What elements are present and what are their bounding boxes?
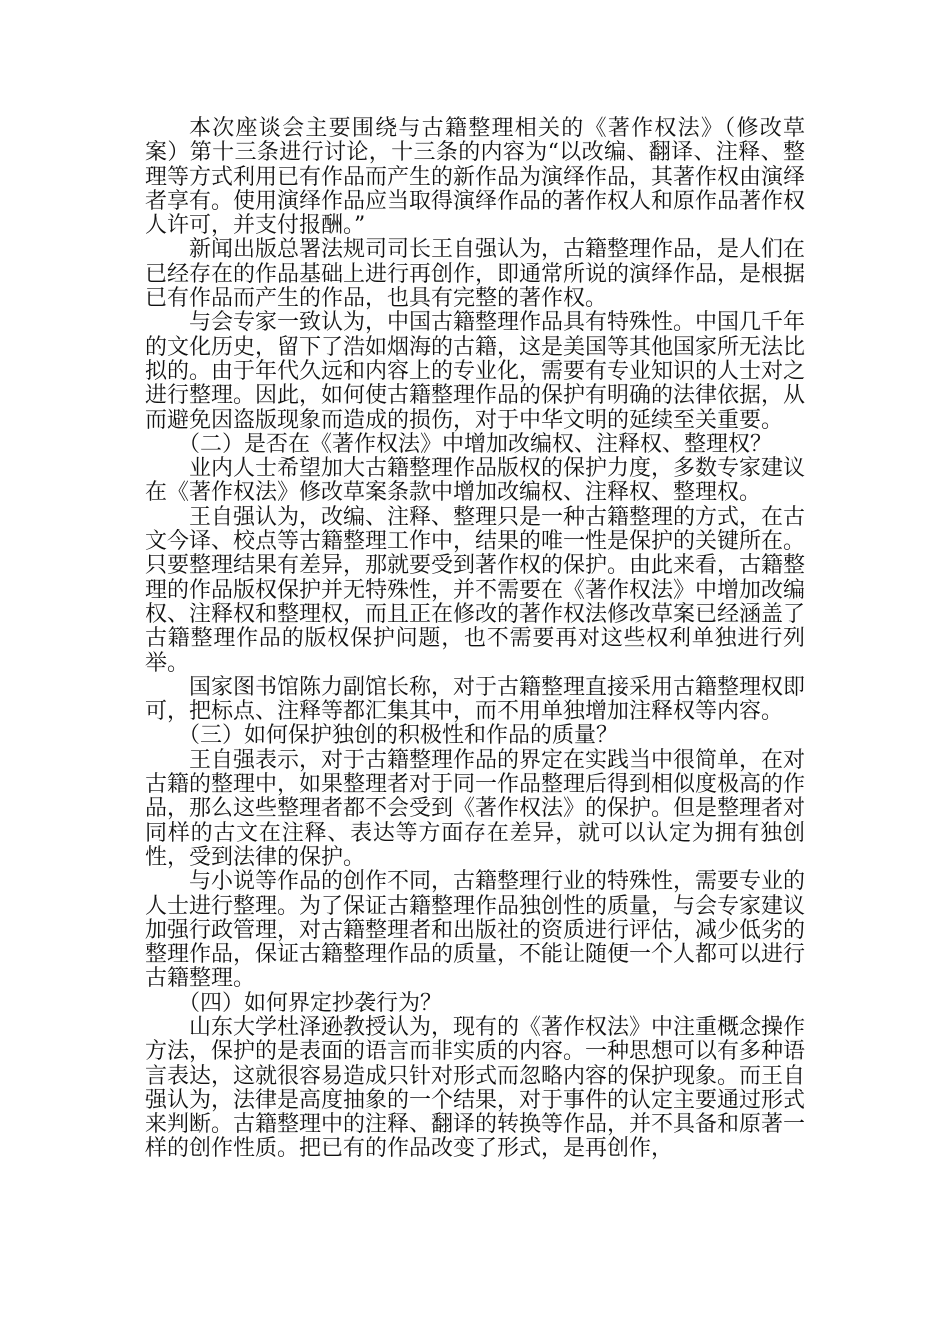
section-heading: （三）如何保护独创的积极性和作品的质量？	[178, 723, 619, 749]
paragraph: 与小说等作品的创作不同，古籍整理行业的特殊性，需要专业的人士进行整理。为了保证古籍整理作品独创性的质量，与会专家建议加强行政管理，对古籍整理者和出版社的资质进行评估，减少低劣的整理作品，保证古籍整理作品的质量，不能让随便一个人都可以进行古籍整理。	[145, 869, 806, 992]
section-heading: （二）是否在《著作权法》中增加改编权、注释权、整理权？	[178, 431, 773, 457]
document-page	[145, 117, 805, 1162]
paragraph: 本次座谈会主要围绕与古籍整理相关的《著作权法》（修改草案）第十三条进行讨论，十三条的内容为“以改编、翻译、注释、整理等方式利用已有作品而产生的新作品为演绎作品，其著作权由演绎者享有。使用演绎作品应当取得演绎作品的著作权人和原作品著作权人许可，并支付报酬。”	[145, 116, 806, 239]
paragraph: 业内人士希望加大古籍整理作品版权的保护力度，多数专家建议在《著作权法》修改草案条款中增加改编权、注释权、整理权。	[145, 456, 806, 506]
paragraph: 山东大学杜泽逊教授认为，现有的《著作权法》中注重概念操作方法，保护的是表面的语言而非实质的内容。一种思想可以有多种语言表达，这就很容易造成只针对形式而忽略内容的保护现象。而王自强认为，法律是高度抽象的一个结果，对于事件的认定主要通过形式来判断。古籍整理中的注释、翻译的转换等作品，并不具备和原著一样的创作性质。把已有的作品改变了形式，是再创作，	[145, 1014, 806, 1162]
section-heading: （四）如何界定抄袭行为？	[178, 990, 443, 1016]
paragraph: 国家图书馆陈力副馆长称，对于古籍整理直接采用古籍整理权即可，把标点、注释等都汇集其中，而不用单独增加注释权等内容。	[145, 674, 806, 725]
paragraph: 王自强认为，改编、注释、整理只是一种古籍整理的方式，在古文今译、校点等古籍整理工作中，结果的唯一性是保护的关键所在。只要整理结果有差异，那就要受到著作权的保护。由此来看，古籍整理的作品版权保护并无特殊性，并不需要在《著作权法》中增加改编权、注释权和整理权，而且正在修改的著作权法修改草案已经涵盖了古籍整理作品的版权保护问题，也不需要再对这些权利单独进行列举。	[145, 504, 806, 676]
paragraph: 与会专家一致认为，中国古籍整理作品具有特殊性。中国几千年的文化历史，留下了浩如烟海的古籍，这是美国等其他国家所无法比拟的。由于年代久远和内容上的专业化，需要有专业知识的人士对之进行整理。因此，如何使古籍整理作品的保护有明确的法律依据，从而避免因盗版现象而造成的损伤，对于中华文明的延续至关重要。	[145, 310, 806, 433]
paragraph: 王自强表示，对于古籍整理作品的界定在实践当中很简单，在对古籍的整理中，如果整理者对于同一作品整理后得到相似度极高的作品，那么这些整理者都不会受到《著作权法》的保护。但是整理者对同样的古文在注释、表达等方面存在差异，就可以认定为拥有独创性，受到法律的保护。	[145, 747, 806, 870]
paragraph: 新闻出版总署法规司司长王自强认为，古籍整理作品，是人们在已经存在的作品基础上进行再创作，即通常所说的演绎作品，是根据已有作品而产生的作品，也具有完整的著作权。	[145, 237, 806, 312]
